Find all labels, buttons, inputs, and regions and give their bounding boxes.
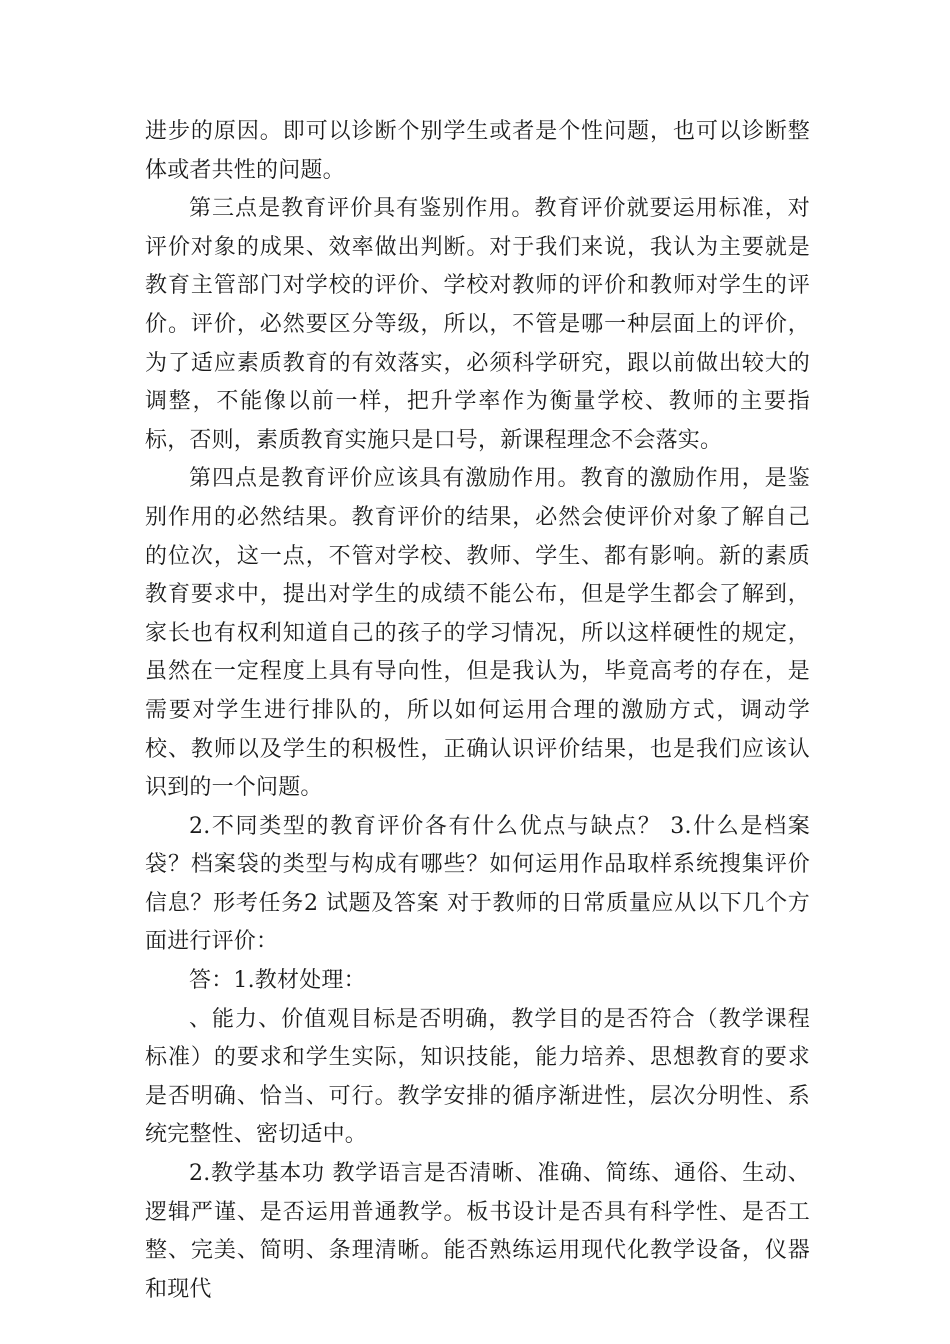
paragraph-teaching-material: 、能力、价值观目标是否明确，教学目的是否符合（教学课程标准）的要求和学生实际，知识技能，能力培养、思想教育的要求是否明确、恰当、可行。教学安排的循序渐进性，层次分明性、系统完整性、密切适中。 — [145, 1006, 810, 1148]
document-page — [145, 113, 810, 1309]
paragraph-diagnosis-continuation: 进步的原因。即可以诊断个别学生或者是个性问题，也可以诊断整体或者共性的问题。 — [145, 119, 810, 183]
paragraph-questions: 2.不同类型的教育评价各有什么优点与缺点？ 3.什么是档案袋？档案袋的类型与构成有哪些？如何运用作品取样系统搜集评价信息？形考任务2 试题及答案 对于教师的日常质量应从以下几个方面进行评价： — [145, 813, 810, 955]
paragraph-identification-function: 第三点是教育评价具有鉴别作用。教育评价就要运用标准，对评价对象的成果、效率做出判断。对于我们来说，我认为主要就是教育主管部门对学校的评价、学校对教师的评价和教师对学生的评价。评价，必然要区分等级，所以，不管是哪一种层面上的评价，为了适应素质教育的有效落实，必须科学研究，跟以前做出较大的调整，不能像以前一样，把升学率作为衡量学校、教师的主要指标，否则，素质教育实施只是口号，新课程理念不会落实。 — [145, 196, 810, 453]
paragraph-motivation-function: 第四点是教育评价应该具有激励作用。教育的激励作用，是鉴别作用的必然结果。教育评价的结果，必然会使评价对象了解自己的位次，这一点，不管对学校、教师、学生、都有影响。新的素质教育要求中，提出对学生的成绩不能公布，但是学生都会了解到，家长也有权利知道自己的孩子的学习情况，所以这样硬性的规定，虽然在一定程度上具有导向性，但是我认为，毕竟高考的存在，是需要对学生进行排队的，所以如何运用合理的激励方式，调动学校、教师以及学生的积极性，正确认识评价结果，也是我们应该认识到的一个问题。 — [145, 466, 810, 801]
paragraph-teaching-skills: 2.教学基本功 教学语言是否清晰、准确、简练、通俗、生动、逻辑严谨、是否运用普通教学。板书设计是否具有科学性、是否工整、完美、简明、条理清晰。能否熟练运用现代化教学设备，仪器和现代 — [145, 1161, 810, 1302]
paragraph-answer-heading: 答：1.教材处理： — [189, 968, 366, 994]
